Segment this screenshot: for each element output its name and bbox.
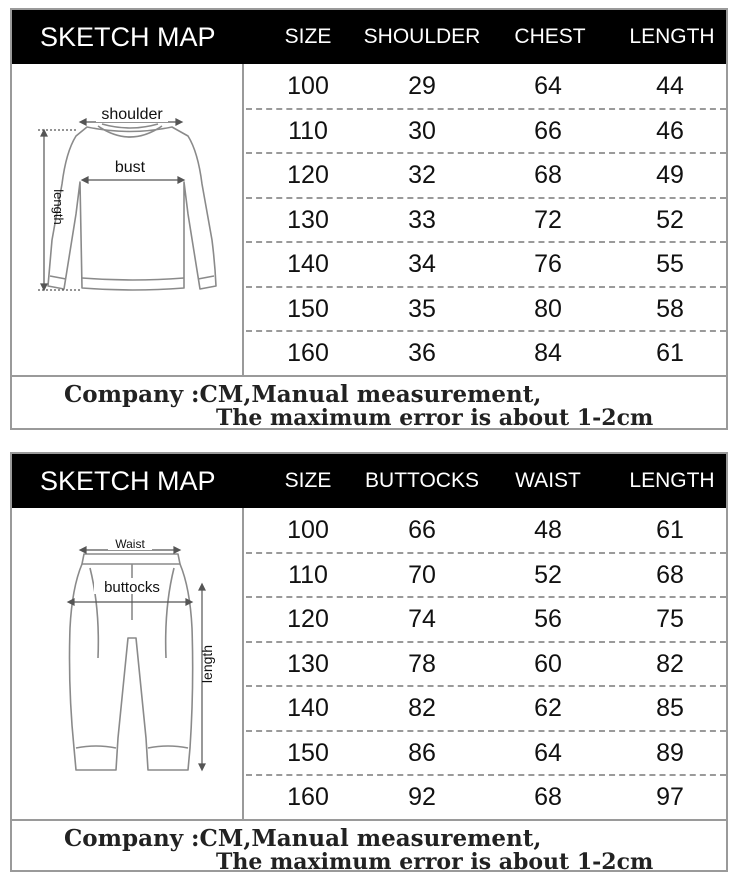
table-cell: 100 (287, 516, 329, 544)
table-cell: 82 (656, 649, 684, 678)
table-cell: 46 (656, 116, 684, 145)
shirt-size-chart (10, 8, 728, 430)
table-row (246, 64, 726, 108)
table-cell: 29 (408, 72, 436, 100)
footer-error-note: The maximum error is about 1-2cm (216, 405, 654, 431)
table-cell: 68 (656, 560, 684, 589)
table-cell: 68 (534, 161, 562, 189)
shoulder-label: shoulder (101, 106, 163, 123)
table-row (246, 109, 726, 153)
table-cell: 76 (534, 250, 562, 278)
table-cell: 97 (656, 783, 684, 811)
table-cell: 150 (287, 738, 329, 767)
pants-chart-header (12, 454, 726, 508)
table-cell: 66 (534, 116, 562, 145)
table-cell: 68 (534, 783, 562, 811)
column-header-length: LENGTH (629, 25, 715, 48)
table-cell: 55 (656, 250, 684, 278)
pants-chart-footer (12, 819, 726, 875)
length-label: length (199, 644, 215, 684)
table-cell: 130 (287, 649, 329, 678)
table-cell: 75 (656, 605, 684, 633)
column-header-chest: CHEST (514, 25, 586, 48)
column-header-waist: WAIST (515, 469, 581, 492)
table-cell: 78 (408, 649, 436, 678)
column-header-shoulder: SHOULDER (363, 25, 481, 48)
table-cell: 160 (287, 783, 329, 811)
table-row (246, 508, 726, 552)
table-cell: 33 (408, 205, 436, 234)
length-label: length (51, 189, 66, 225)
table-cell: 64 (534, 738, 562, 767)
table-cell: 66 (408, 516, 436, 544)
table-row (246, 775, 726, 819)
table-cell: 49 (656, 161, 684, 189)
table-cell: 35 (408, 294, 436, 323)
table-row (246, 597, 726, 641)
table-row (246, 553, 726, 597)
table-cell: 52 (534, 560, 562, 589)
column-header-buttocks: BUTTOCKS (365, 469, 479, 492)
table-cell: 120 (287, 161, 329, 189)
table-cell: 56 (534, 605, 562, 633)
table-row (246, 242, 726, 286)
waist-label: Waist (115, 537, 145, 551)
table-cell: 72 (534, 205, 562, 234)
pants-diagram (12, 508, 244, 819)
shirt-sketch (12, 64, 244, 375)
table-cell: 44 (656, 72, 684, 100)
footer-company-note: Company :CM,Manual measurement, (64, 381, 542, 408)
pants-chart-title: SKETCH MAP (40, 466, 216, 496)
shirt-chart-header (12, 10, 726, 64)
table-cell: 64 (534, 72, 562, 100)
table-row (246, 287, 726, 331)
column-header-length: LENGTH (629, 469, 715, 492)
table-row (246, 731, 726, 775)
table-cell: 74 (408, 605, 436, 633)
pants-size-table (246, 508, 726, 819)
table-cell: 60 (534, 649, 562, 678)
table-cell: 100 (287, 72, 329, 100)
table-row (246, 198, 726, 242)
table-row (246, 642, 726, 686)
footer-company-note: Company :CM,Manual measurement, (64, 825, 542, 852)
table-cell: 160 (287, 339, 329, 367)
table-row (246, 331, 726, 375)
table-cell: 84 (534, 339, 562, 367)
bust-label: bust (114, 159, 146, 176)
table-cell: 89 (656, 738, 684, 767)
table-cell: 150 (287, 294, 329, 323)
table-cell: 86 (408, 738, 436, 767)
pants-size-chart (10, 452, 728, 875)
table-cell: 61 (656, 339, 684, 367)
shirt-chart-title: SKETCH MAP (40, 22, 216, 52)
shirt-diagram (12, 64, 244, 375)
table-cell: 85 (656, 694, 684, 722)
table-cell: 110 (288, 560, 328, 589)
buttocks-label: buttocks (104, 579, 160, 596)
table-cell: 30 (408, 116, 436, 145)
table-cell: 82 (408, 694, 436, 722)
footer-error-note: The maximum error is about 1-2cm (216, 849, 654, 875)
pants-sketch (12, 508, 244, 819)
table-cell: 80 (534, 294, 562, 323)
table-cell: 52 (656, 205, 684, 234)
table-cell: 32 (408, 161, 436, 189)
table-cell: 92 (408, 783, 436, 811)
table-cell: 70 (408, 560, 436, 589)
table-cell: 58 (656, 294, 684, 323)
table-cell: 34 (408, 250, 436, 278)
table-cell: 61 (656, 516, 684, 544)
table-cell: 120 (287, 605, 329, 633)
table-cell: 36 (408, 339, 436, 367)
column-header-size: SIZE (284, 25, 332, 48)
shirt-size-table (246, 64, 726, 375)
table-cell: 110 (288, 116, 328, 145)
table-row (246, 686, 726, 730)
shirt-chart-footer (12, 375, 726, 431)
table-cell: 140 (287, 694, 329, 722)
column-header-size: SIZE (284, 469, 332, 492)
table-cell: 140 (287, 250, 329, 278)
table-cell: 48 (534, 516, 562, 544)
table-cell: 130 (287, 205, 329, 234)
table-cell: 62 (534, 694, 562, 722)
table-row (246, 153, 726, 197)
